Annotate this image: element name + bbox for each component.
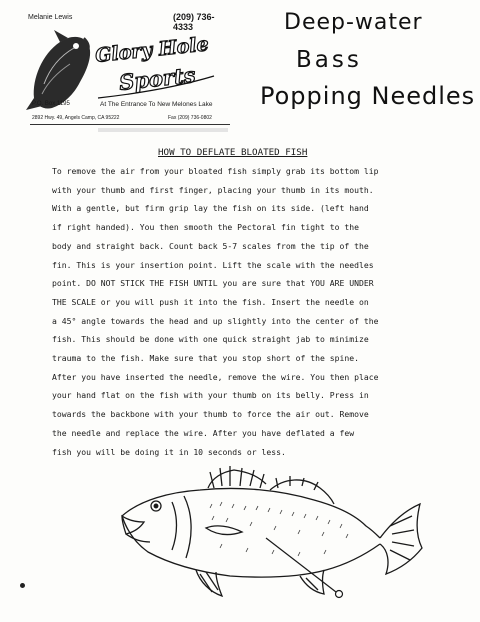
document-line: towards the backbone with your thumb to force the air out. Remove (52, 409, 369, 420)
document-body (52, 162, 428, 461)
handwritten-line-1: Deep-water (284, 10, 423, 35)
letterhead-faded-line (98, 128, 228, 132)
document-line: After you have inserted the needle, remove the wire. You then place (52, 371, 379, 382)
letterhead-divider (30, 124, 230, 125)
document-line: body and straight back. Count back 5-7 scales from the tip of the (52, 240, 369, 251)
document-line: a 45° angle towards the head and up slightly into the center of the (52, 315, 379, 326)
letterhead-phone: (209) 736-4333 (173, 12, 215, 32)
document-line: THE SCALE or you will push it into the fish. Insert the needle on (52, 296, 369, 307)
document-line: fish. This should be done with one quick straight jab to minimize (52, 334, 369, 345)
handwritten-line-2: Bass (296, 47, 362, 73)
document-line: trauma to the fish. Make sure that you stop short of the spine. (52, 353, 359, 364)
document-line: with your thumb and first finger, placing your thumb in its mouth. (52, 184, 374, 195)
letterhead-address: 2892 Hwy. 49, Angels Camp, CA 95222 (32, 115, 120, 121)
handwritten-line-3: Popping Needles (260, 82, 476, 110)
logo-text-sports: Sports (117, 62, 197, 95)
document-line: the needle and replace the wire. After you have deflated a few (52, 427, 355, 438)
speck-mark (20, 583, 25, 588)
document-line: fin. This is your insertion point. Lift the scale with the needles (52, 259, 374, 270)
bass-fish-with-needle-drawing (100, 464, 428, 614)
document-line: fish you will be doing it in 10 seconds or less. (52, 446, 286, 457)
document-line: point. DO NOT STICK THE FISH UNTIL you are sure that YOU ARE UNDER (52, 278, 374, 289)
document-line: To remove the air from your bloated fish simply grab its bottom lip (52, 166, 379, 176)
document-line: your hand flat on the fish with your thumb on its belly. Press in (52, 390, 369, 401)
letterhead-entrance: At The Entrance To New Melones Lake (100, 101, 213, 108)
letterhead-name: Melanie Lewis (28, 14, 73, 21)
document-line: if right handed). You then smooth the Pectoral fin tight to the (52, 222, 359, 233)
document-title: HOW TO DEFLATE BLOATED FISH (158, 147, 308, 158)
letterhead-po-box: P.O. Box 1195 (32, 101, 70, 107)
letterhead (18, 6, 234, 134)
document-line: With a gentle, but firm grip lay the fish on its side. (left hand (52, 203, 369, 214)
logo-text-glory-hole: Glory Hole (94, 33, 210, 67)
letterhead-fax: Fax (209) 736-0802 (168, 115, 212, 121)
